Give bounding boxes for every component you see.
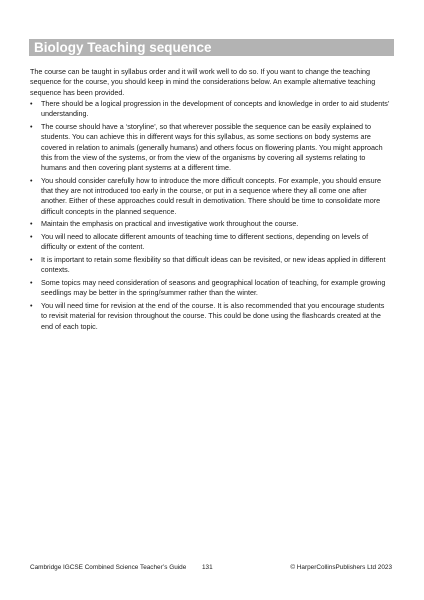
intro-paragraph: The course can be taught in syllabus order and it will work well to do so. If you want to change the teaching sequence for the course, you should keep in mind the considerations below. An example alternative teaching sequence has been provided. (30, 67, 376, 97)
list-item-text: There should be a logical progression in the development of concepts and knowledge in order to aid students’ understanding. (41, 99, 390, 119)
list-item (30, 301, 392, 332)
bullet-icon: • (30, 301, 33, 311)
section-title-bar (29, 39, 394, 56)
list-item-text: Maintain the emphasis on practical and investigative work throughout the course. (41, 219, 299, 229)
list-item (30, 232, 392, 253)
list-item (30, 255, 392, 276)
list-item (30, 219, 392, 229)
bullet-icon: • (30, 255, 33, 265)
list-item-text: Some topics may need consideration of seasons and geographical location of teaching, for example growing seedlings may be better in the spring/summer rather than the winter. (41, 278, 386, 298)
bullet-icon: • (30, 219, 33, 229)
list-item (30, 122, 392, 173)
list-item (30, 176, 392, 217)
footer-copyright: © HarperCollinsPublishers Ltd 2023 (290, 564, 392, 571)
considerations-list (30, 99, 392, 334)
bullet-icon: • (30, 99, 33, 108)
list-item-text: The course should have a ‘storyline’, so that wherever possible the sequence can be easily explained to students. You can achieve this in different ways for this syllabus, as some sections on body systems are covered in relation to animals (generally humans) and others focus on flowering plants. You might approach this from the view of the systems, or from the view of the organisms by covering all systems relating to humans and then covering plant systems at a different time. (41, 121, 383, 173)
footer-book-title: Cambridge IGCSE Combined Science Teacher’s Guide (30, 564, 187, 571)
list-item-text: You will need to allocate different amounts of teaching time to different sections, depending on levels of difficulty or extent of the content. (41, 232, 369, 252)
bullet-icon: • (30, 175, 33, 185)
page-footer (30, 563, 392, 573)
list-item-text: It is important to retain some flexibility so that difficult ideas can be revisited, or new ideas applied in different contexts. (41, 255, 386, 275)
bullet-icon: • (30, 121, 33, 131)
footer-page-number: 131 (202, 564, 213, 571)
list-item (30, 278, 392, 299)
bullet-icon: • (30, 278, 33, 288)
list-item (30, 99, 392, 120)
list-item-text: You should consider carefully how to introduce the more difficult concepts. For example, you should ensure that they are not introduced too early in the course, or put in a sequence where they all come one after another. Either of these approaches could result in demotivation. There should be time to consolidate more difficult concepts in the planned sequence. (41, 175, 382, 216)
section-title: Biology Teaching sequence (34, 39, 212, 55)
list-item-text: You will need time for revision at the end of the course. It is also recommended that you encourage students to revisit material for revision throughout the course. This could be done using the flashcards created at the end of each topic. (41, 301, 385, 331)
bullet-icon: • (30, 232, 33, 242)
